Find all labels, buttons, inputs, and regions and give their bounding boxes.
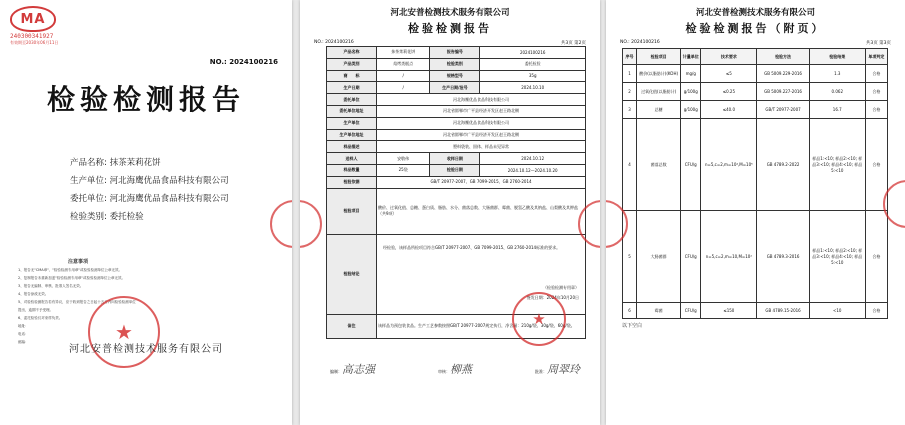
field-client: 委托单位: 河北海鹰优品食品科技有限公司 (70, 194, 229, 204)
table-row: 检验结论 经检验，该样品所检项目符合GB/T 20977-2007、GB 7099-2015、GB 2760-2014标准的要求。 （检验检测专用章） 签发日期：2024年10月20日 (327, 234, 586, 314)
field-category: 检验类别: 委托检验 (70, 212, 144, 222)
official-stamp-icon: ★ (88, 296, 160, 368)
table-row: 生产单位地址 河北省邯郸市广平县经济开发区赵王路北侧 (327, 129, 586, 141)
cma-number: 240300341927 (10, 33, 54, 40)
summary-page-count: 共3页 第2页 (560, 41, 586, 46)
table-row: 生产单位 河北海鹰优品食品科技有限公司 (327, 117, 586, 129)
report-cover-page (0, 0, 292, 425)
cover-title: 检验检测报告 (46, 83, 245, 116)
appendix-report-number: NO.: 2024100216 (620, 40, 660, 45)
table-row: 检验项目 酸价、过氧化值、总糖、蛋白质、脂肪、水分、菌落总数、大肠菌群、霉菌、脱氢乙酸及其钠盐、山梨酸及其钾盐（共9项） (327, 188, 586, 234)
summary-report-number: NO.: 2024100216 (314, 40, 354, 45)
appendix-title: 检验检测报告（附页） (685, 22, 826, 35)
report-summary-page (300, 0, 600, 425)
seam-stamp-left-icon (300, 200, 322, 248)
table-row: 产品类别 焙烤类糕点 检验类别 委托检验 (327, 58, 586, 70)
summary-company: 河北安普检测技术服务有限公司 (390, 8, 510, 18)
seam-stamp-icon (270, 200, 292, 248)
table-row: 委托单位 河北海鹰优品食品科技有限公司 (327, 94, 586, 106)
table-row: 3 总糖 g/100g ≤40.0 GB/T 20977-2007 16.7 合格 (623, 101, 888, 119)
signatures (330, 358, 580, 377)
table-row: 商 标 / 规格型号 35g (327, 70, 586, 82)
appendix-company: 河北安普检测技术服务有限公司 (695, 8, 815, 18)
table-row: 样品描述 塑料袋装、固体、样品未见异常 (327, 141, 586, 153)
cover-notes: 注意事项 1、报告无"CMA章"、"检验检测专用章"或检验检测单位公章无效。 2、复制报告未重新加盖"检验检测专用章"或检验检测单位公章无效。 3、报告无编制、审核、批准人签名无效。 4、报告涂改无效。 5、对检验检测报告若有异议，应于收到报告之日起十五日内向检验检测单位提出，逾期不予受理。 6、委托检验仅对来样负责。 地址： 电话： 邮编： (18, 259, 136, 344)
blank-below-note: 以下空白 (622, 323, 643, 329)
cover-issuer: 河北安普检测技术服务有限公司 (69, 344, 223, 355)
table-row: 样品数量 25袋 检验日期 2024.10.12—2024.10.20 (327, 164, 586, 176)
summary-title: 检验检测报告 (408, 22, 492, 35)
table-row: 6 霉菌 CFU/g ≤150 GB 4789.15-2016 <10 合格 (623, 303, 888, 319)
table-row: 1 酸价(以脂肪计)(KOH) mg/g ≤5 GB 5009.229-2016 1.3 合格 (623, 65, 888, 83)
table-row: 5 大肠菌群 CFU/g n=5,c=2,m=10,M=10² GB 4789.3-2016 样品1:<10; 样品2:<10; 样品3:<10; 样品4:<10; 样品5:<10 合格 (623, 211, 888, 303)
cover-fields (70, 154, 229, 226)
signer-reviewer: 审核：柳燕 (438, 363, 472, 376)
table-row: 检验依据 GB/T 20977-2007、GB 7099-2015、GB 2760-2014 (327, 176, 586, 188)
cma-logo-icon: MA (10, 6, 56, 32)
appendix-page-count: 共3页 第3页 (865, 41, 891, 46)
table-row: 备注 该样品为预包装食品。生产工艺参数按照GB/T 20977-2007规定执行，净含量：210g/袋、30g/袋、60g/袋。 (327, 314, 586, 338)
field-product: 产品名称: 抹茶茉莉花饼 (70, 158, 161, 168)
cma-validity: 有效期至2030年06月11日 (10, 40, 59, 45)
table-row: 生产日期 / 生产日期/批号 2024.10.10 (327, 82, 586, 94)
test-stamp-icon: ★ (512, 292, 566, 346)
signer-approver: 批准：周翠玲 (535, 363, 580, 376)
table-header-row: 序号 检验项目 计量单位 技术要求 检验方法 检验结果 单项判定 (623, 49, 888, 65)
table-row: 送样人 安敬伟 收样日期 2024.10.12 (327, 153, 586, 165)
field-producer: 生产单位: 河北海鹰优品食品科技有限公司 (70, 176, 229, 186)
table-row: 2 过氧化值(以脂肪计) g/100g ≤0.25 GB 5009.227-2016 0.062 合格 (623, 83, 888, 101)
signer-compiler: 编制：高志强 (330, 363, 375, 376)
table-row: 委托单位地址 河北省邯郸市广平县经济开发区赵王路北侧 (327, 105, 586, 117)
report-appendix-page (606, 0, 905, 425)
cover-report-number: NO.: 2024100216 (209, 58, 278, 66)
results-table (622, 48, 888, 319)
table-row: 4 菌落总数 CFU/g n=5,c=2,m=10⁴,M=10⁵ GB 4789.2-2022 样品1:<10; 样品2:<10; 样品3:<10; 样品4:<10; 样品5:<10 合格 (623, 119, 888, 211)
cma-mark (10, 6, 66, 46)
table-row: 产品名称 抹茶茉莉花饼 报告编号 2024100216 (327, 47, 586, 59)
